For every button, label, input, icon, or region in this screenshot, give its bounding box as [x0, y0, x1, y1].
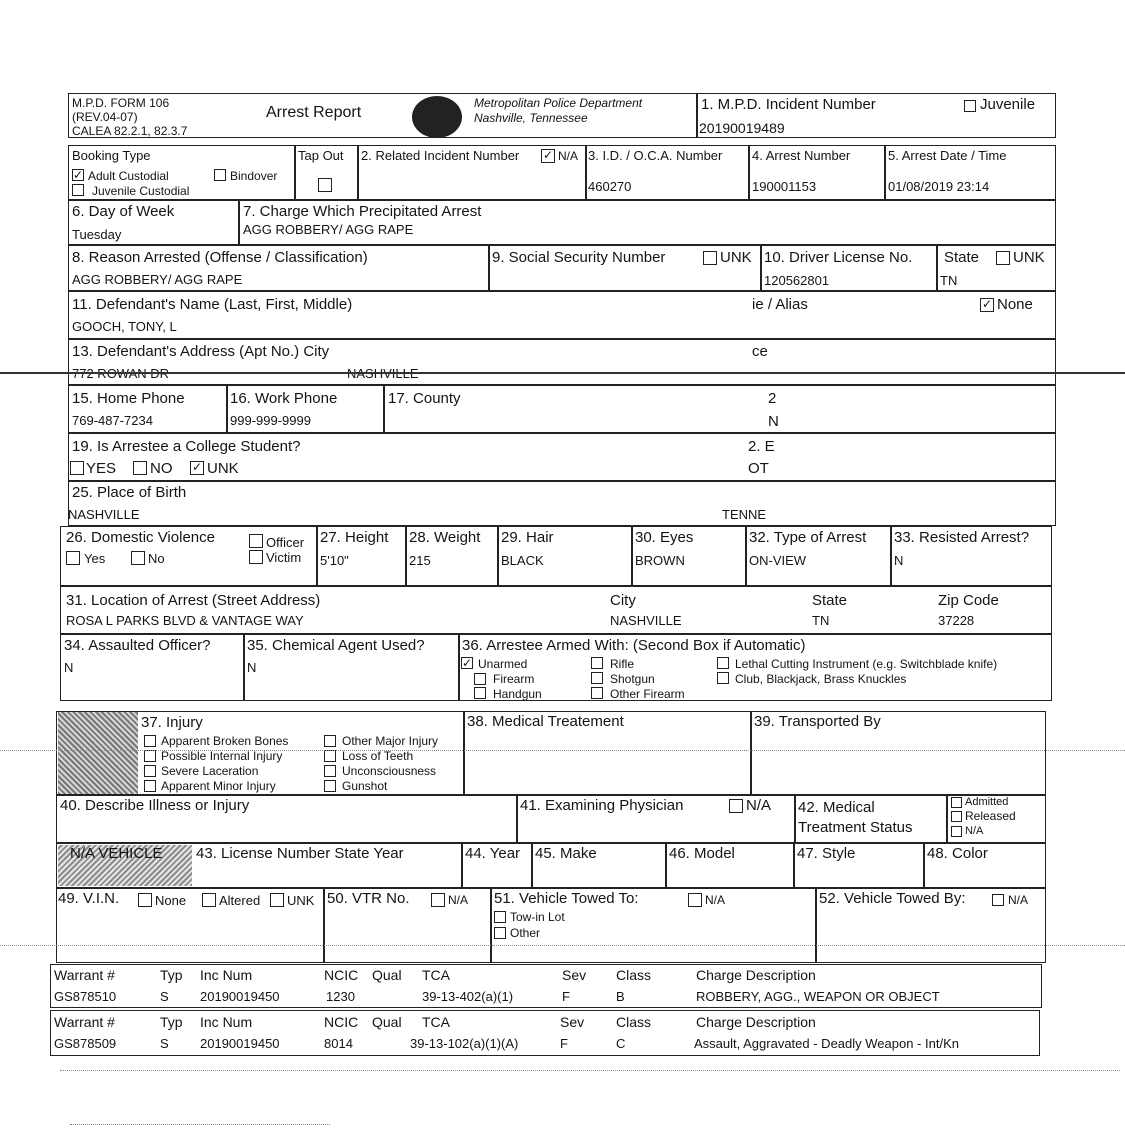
div: [665, 843, 667, 888]
state-value: TN: [940, 273, 958, 288]
minor-injury-checkbox[interactable]: [144, 780, 156, 792]
towed-by-na-label: N/A: [1008, 893, 1029, 907]
w1-ncic: 1230: [326, 989, 355, 1004]
ioca-value: 460270: [588, 179, 632, 194]
college-no-label: NO: [150, 460, 173, 477]
dv-officer-checkbox[interactable]: [249, 534, 263, 548]
location-city-label: City: [610, 592, 636, 609]
model-label: 46. Model: [669, 845, 735, 862]
vtr-label: 50. VTR No.: [327, 890, 410, 907]
club-label: Club, Blackjack, Brass Knuckles: [735, 672, 907, 686]
club-checkbox[interactable]: [717, 672, 729, 684]
form-calea: CALEA 82.2.1, 82.3.7: [72, 124, 188, 138]
other-major-label: Other Major Injury: [342, 734, 439, 748]
w2-charge-header: Charge Description: [696, 1014, 816, 1030]
rifle-label: Rifle: [610, 657, 635, 671]
home-phone-label: 15. Home Phone: [72, 390, 185, 407]
w2-warrant-header: Warrant #: [54, 1014, 115, 1030]
vin-unk-checkbox[interactable]: [270, 893, 284, 907]
div: [760, 245, 762, 291]
w1-incnum: 20190019450: [200, 989, 280, 1004]
div: [631, 526, 633, 586]
w2-ncic: 8014: [324, 1036, 353, 1051]
college-no-checkbox[interactable]: [133, 461, 147, 475]
alias-none-checkbox[interactable]: ✓: [981, 297, 993, 311]
college-unk-checkbox[interactable]: ✓: [191, 460, 203, 474]
work-phone-value: 999-999-9999: [230, 413, 311, 428]
minor-injury-label: Apparent Minor Injury: [161, 779, 276, 793]
w2-sev: F: [560, 1036, 568, 1051]
firearm-checkbox[interactable]: [474, 673, 486, 685]
broken-bones-label: Apparent Broken Bones: [161, 734, 289, 748]
towed-by-label: 52. Vehicle Towed By:: [819, 890, 966, 907]
incident-number-value: 20190019489: [699, 120, 785, 136]
w2-typ-header: Typ: [160, 1014, 183, 1030]
div: [748, 145, 750, 200]
div: [488, 245, 490, 291]
w2-class: C: [616, 1036, 626, 1051]
broken-bones-checkbox[interactable]: [144, 735, 156, 747]
lethal-checkbox[interactable]: [717, 657, 729, 669]
home-phone-value: 769-487-7234: [72, 413, 153, 428]
vin-none-checkbox[interactable]: [138, 893, 152, 907]
birth-label: 25. Place of Birth: [72, 484, 187, 501]
div: [516, 795, 518, 843]
unarmed-label: Unarmed: [478, 657, 528, 671]
transported-label: 39. Transported By: [754, 713, 881, 730]
zip-label: Zip Code: [938, 592, 999, 609]
towed-to-na-label: N/A: [705, 893, 726, 907]
dv-yes-label: Yes: [84, 551, 106, 566]
county-label: 17. County: [388, 390, 461, 407]
dv-no-checkbox[interactable]: [131, 551, 145, 565]
w2-incnum: 20190019450: [200, 1036, 280, 1051]
arrest-type-label: 32. Type of Arrest: [749, 529, 867, 546]
location-label: 31. Location of Arrest (Street Address): [66, 592, 321, 609]
w2-tca: 39-13-102(a)(1)(A): [410, 1036, 519, 1051]
laceration-label: Severe Laceration: [161, 764, 259, 778]
college-partial-1: 2. E: [748, 438, 775, 455]
ssn-unk-checkbox[interactable]: [703, 251, 717, 265]
charge-value: AGG ROBBERY/ AGG RAPE: [243, 222, 414, 237]
resisted-label: 33. Resisted Arrest?: [894, 529, 1030, 546]
w2-class-header: Class: [616, 1014, 652, 1030]
reason-value: AGG ROBBERY/ AGG RAPE: [72, 272, 243, 287]
gunshot-checkbox[interactable]: [324, 780, 336, 792]
div: [946, 795, 948, 843]
booking-type-label: Booking Type: [72, 148, 151, 163]
towed-by-na-checkbox[interactable]: [992, 894, 1004, 906]
dv-label: 26. Domestic Violence: [66, 529, 215, 546]
shotgun-checkbox[interactable]: [591, 672, 603, 684]
w1-sev: F: [562, 989, 570, 1004]
address-strike-line: [0, 372, 1125, 374]
birth-city-value: NASHVILLE: [68, 507, 140, 522]
arrest-type-value: ON-VIEW: [749, 553, 807, 568]
form-id: M.P.D. FORM 106: [72, 96, 170, 110]
w1-incnum-header: Inc Num: [200, 967, 253, 983]
scan-noise: [70, 1124, 330, 1126]
phone-partial-2: N: [768, 413, 779, 430]
resisted-value: N: [894, 553, 904, 568]
w1-warrant-header: Warrant #: [54, 967, 115, 983]
charge-label: 7. Charge Which Precipitated Arrest: [243, 203, 482, 220]
gunshot-label: Gunshot: [342, 779, 388, 793]
w1-typ-header: Typ: [160, 967, 183, 983]
college-yes-label: YES: [86, 460, 117, 477]
internal-injury-label: Possible Internal Injury: [161, 749, 283, 763]
state-unk-label: UNK: [1013, 249, 1045, 266]
w2-qual-header: Qual: [372, 1014, 402, 1030]
div: [458, 634, 460, 701]
eyes-value: BROWN: [635, 553, 685, 568]
dl-label: 10. Driver License No.: [764, 249, 913, 266]
vin-label: 49. V.I.N.: [58, 890, 120, 907]
w1-qual-header: Qual: [372, 967, 402, 983]
day-value: Tuesday: [72, 227, 122, 242]
div: [357, 145, 359, 200]
unconscious-checkbox[interactable]: [324, 765, 336, 777]
div: [463, 711, 465, 795]
admitted-checkbox[interactable]: [951, 797, 962, 808]
div: [238, 200, 240, 245]
dl-value: 120562801: [764, 273, 830, 288]
released-label: Released: [965, 809, 1016, 823]
vehicle-year-label: 44. Year: [465, 845, 521, 862]
medical-treatment-label: 38. Medical Treatement: [467, 713, 624, 730]
w1-class-header: Class: [616, 967, 652, 983]
tow-other-checkbox[interactable]: [494, 927, 506, 939]
vin-unk-label: UNK: [287, 893, 315, 908]
birth-state-value: TENNE: [722, 507, 767, 522]
shotgun-label: Shotgun: [610, 672, 655, 686]
div: [794, 795, 796, 843]
w2-tca-header: TCA: [422, 1014, 450, 1030]
juvenile-custodial-checkbox[interactable]: [72, 184, 84, 196]
lethal-label: Lethal Cutting Instrument (e.g. Switchblade knife): [735, 657, 998, 671]
admitted-label: Admitted: [965, 796, 1009, 808]
adult-custodial-label: Adult Custodial: [88, 169, 169, 183]
adult-custodial-checkbox[interactable]: ✓: [73, 168, 84, 182]
div: [890, 526, 892, 586]
towed-to-na-checkbox[interactable]: [688, 893, 702, 907]
report-title: Arrest Report: [266, 104, 362, 121]
w1-class: B: [616, 989, 625, 1004]
dept-city: Nashville, Tennessee: [474, 111, 588, 125]
vtr-na-label: N/A: [448, 893, 469, 907]
alias-label: ie / Alias: [752, 296, 808, 313]
w1-tca: 39-13-402(a)(1): [422, 989, 514, 1004]
college-partial-2: OT: [748, 460, 769, 477]
juvenile-checkbox[interactable]: [964, 100, 976, 112]
div: [383, 385, 385, 433]
rifle-checkbox[interactable]: [591, 657, 603, 669]
status-na-label: N/A: [965, 825, 984, 837]
height-label: 27. Height: [320, 529, 389, 546]
hair-value: BLACK: [501, 553, 544, 568]
physician-label: 41. Examining Physician: [520, 797, 684, 814]
w2-warrant: GS878509: [54, 1036, 117, 1051]
work-phone-label: 16. Work Phone: [230, 390, 338, 407]
reason-label: 8. Reason Arrested (Offense / Classification): [72, 249, 368, 266]
tow-other-label: Other: [510, 926, 541, 940]
eyes-label: 30. Eyes: [635, 529, 694, 546]
div: [585, 145, 587, 200]
w2-typ: S: [160, 1036, 169, 1051]
dv-yes-checkbox[interactable]: [66, 551, 80, 565]
related-na-checkbox[interactable]: ✓: [542, 148, 554, 162]
vehicle-na-label: N/A VEHICLE: [70, 845, 163, 862]
related-na-label: N/A: [558, 149, 579, 163]
juvenile-label: Juvenile: [980, 96, 1036, 113]
related-incident-label: 2. Related Incident Number: [361, 148, 520, 163]
header-divider: [696, 93, 698, 138]
w1-sev-header: Sev: [562, 967, 587, 983]
name-value: GOOCH, TONY, L: [72, 319, 177, 334]
w2-ncic-header: NCIC: [324, 1014, 359, 1030]
released-checkbox[interactable]: [951, 811, 962, 822]
dv-victim-label: Victim: [266, 550, 302, 565]
other-firearm-label: Other Firearm: [610, 687, 685, 701]
div: [490, 888, 492, 963]
juvenile-custodial-label: Juvenile Custodial: [92, 184, 190, 198]
handgun-label: Handgun: [493, 687, 542, 701]
w1-charge-header: Charge Description: [696, 967, 816, 983]
weight-value: 215: [409, 553, 431, 568]
vin-altered-checkbox[interactable]: [202, 893, 216, 907]
college-unk-label: UNK: [207, 460, 239, 477]
location-state-value: TN: [812, 613, 830, 628]
assaulted-value: N: [64, 660, 74, 675]
w2-sev-header: Sev: [560, 1014, 585, 1030]
day-row: [68, 200, 1056, 245]
w1-charge: ROBBERY, AGG., WEAPON OR OBJECT: [696, 989, 940, 1004]
arrest-number-value: 190001153: [752, 179, 817, 194]
license-label: 43. License Number State Year: [196, 845, 404, 862]
height-value: 5'10": [320, 553, 349, 568]
dv-officer-label: Officer: [266, 535, 305, 550]
bindover-label: Bindover: [230, 169, 278, 183]
dv-no-label: No: [148, 551, 165, 566]
arrest-date-label: 5. Arrest Date / Time: [888, 148, 1007, 163]
state-label: State: [944, 249, 980, 266]
div: [226, 385, 228, 433]
ssn-label: 9. Social Security Number: [492, 249, 666, 266]
assaulted-label: 34. Assaulted Officer?: [64, 637, 211, 654]
state-unk-checkbox[interactable]: [996, 251, 1010, 265]
tap-out-label: Tap Out: [298, 148, 344, 163]
w1-typ: S: [160, 989, 169, 1004]
div: [294, 145, 296, 200]
police-seal-icon: [412, 96, 462, 138]
armed-label: 36. Arrestee Armed With: (Second Box if Automatic): [462, 637, 806, 654]
arrest-date-value: 01/08/2019 23:14: [888, 179, 990, 194]
style-label: 47. Style: [797, 845, 856, 862]
name-label: 11. Defendant's Name (Last, First, Middle): [72, 296, 353, 313]
status-na-checkbox[interactable]: [951, 826, 962, 837]
div: [936, 245, 938, 291]
physician-na-checkbox[interactable]: [729, 799, 743, 813]
tow-in-lot-label: Tow-in Lot: [510, 910, 565, 924]
location-value: ROSA L PARKS BLVD & VANTAGE WAY: [66, 613, 304, 628]
div: [405, 526, 407, 586]
day-label: 6. Day of Week: [72, 203, 175, 220]
college-label: 19. Is Arrestee a College Student?: [72, 438, 301, 455]
div: [243, 634, 245, 701]
injury-scribble: [58, 712, 138, 794]
laceration-checkbox[interactable]: [144, 765, 156, 777]
weight-label: 28. Weight: [409, 529, 481, 546]
ssn-unk-label: UNK: [720, 249, 752, 266]
physician-na-label: N/A: [746, 797, 772, 814]
form-rev: (REV.04-07): [72, 110, 138, 124]
tow-in-lot-checkbox[interactable]: [494, 911, 506, 923]
div: [815, 888, 817, 963]
w1-tca-header: TCA: [422, 967, 450, 983]
incident-number-label: 1. M.P.D. Incident Number: [701, 96, 876, 113]
div: [497, 526, 499, 586]
bindover-checkbox[interactable]: [214, 169, 226, 181]
other-firearm-checkbox[interactable]: [591, 687, 603, 699]
make-label: 45. Make: [535, 845, 597, 862]
div: [750, 711, 752, 795]
phone-row: [68, 385, 1056, 433]
address-partial: ce: [752, 343, 768, 360]
address-label: 13. Defendant's Address (Apt No.) City: [72, 343, 330, 360]
ioca-label: 3. I.D. / O.C.A. Number: [588, 148, 723, 163]
location-city-value: NASHVILLE: [610, 613, 682, 628]
scan-noise: [0, 750, 1125, 752]
birth-row: [68, 481, 1056, 526]
div: [323, 888, 325, 963]
w1-ncic-header: NCIC: [324, 967, 359, 983]
chemical-label: 35. Chemical Agent Used?: [247, 637, 425, 654]
medical-status-label: 42. Medical Treatment Status: [798, 799, 913, 836]
vtr-na-checkbox[interactable]: [431, 893, 445, 907]
firearm-label: Firearm: [493, 672, 535, 686]
alias-none-label: None: [997, 296, 1033, 313]
div: [316, 526, 318, 586]
handgun-checkbox[interactable]: [474, 687, 486, 699]
tap-out-checkbox[interactable]: [318, 178, 332, 192]
vin-none-label: None: [155, 893, 187, 908]
unarmed-checkbox[interactable]: ✓: [462, 656, 473, 670]
div: [745, 526, 747, 586]
phone-partial-1: 2: [768, 390, 777, 407]
location-state-label: State: [812, 592, 848, 609]
div: [531, 843, 533, 888]
w2-incnum-header: Inc Num: [200, 1014, 253, 1030]
injury-label: 37. Injury: [141, 714, 203, 731]
div: [923, 843, 925, 888]
arrest-number-label: 4. Arrest Number: [752, 148, 851, 163]
vin-altered-label: Altered: [219, 893, 261, 908]
scan-noise: [60, 1070, 1120, 1072]
scan-noise: [0, 945, 1125, 947]
hair-label: 29. Hair: [501, 529, 554, 546]
towed-to-label: 51. Vehicle Towed To:: [494, 890, 639, 907]
div: [793, 843, 795, 888]
zip-value: 37228: [938, 613, 975, 628]
unconscious-label: Unconsciousness: [342, 764, 437, 778]
dv-victim-checkbox[interactable]: [249, 550, 263, 564]
color-label: 48. Color: [927, 845, 988, 862]
w2-charge: Assault, Aggravated - Deadly Weapon - Int/Kn: [694, 1036, 959, 1051]
chemical-value: N: [247, 660, 257, 675]
div: [461, 843, 463, 888]
w1-warrant: GS878510: [54, 989, 117, 1004]
other-major-checkbox[interactable]: [324, 735, 336, 747]
college-yes-checkbox[interactable]: [70, 461, 84, 475]
div: [884, 145, 886, 200]
dept-name: Metropolitan Police Department: [474, 96, 643, 110]
illness-label: 40. Describe Illness or Injury: [60, 797, 250, 814]
teeth-label: Loss of Teeth: [342, 749, 414, 763]
